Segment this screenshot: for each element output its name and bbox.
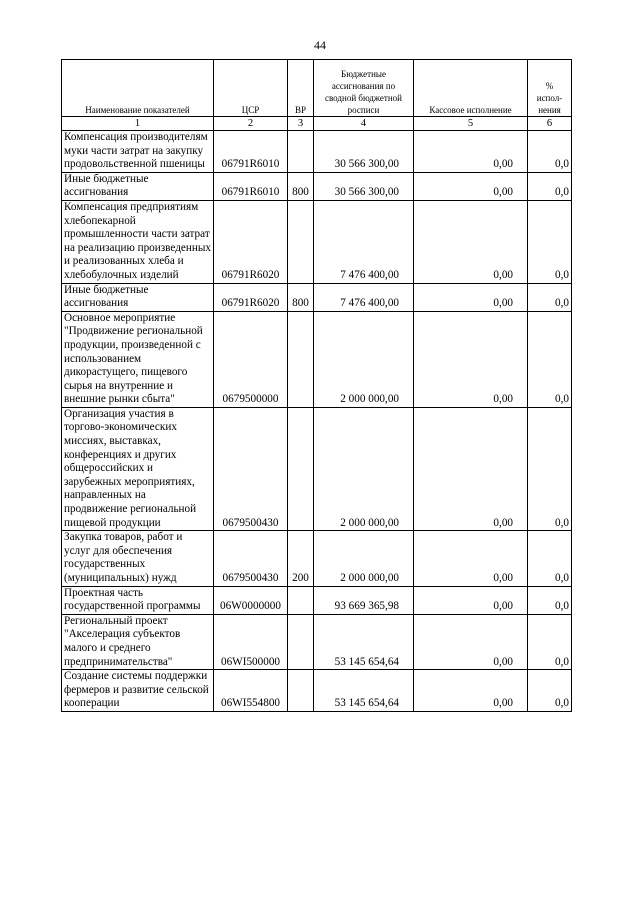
header-cash: Кассовое исполнение	[414, 60, 528, 117]
column-number: 1	[62, 117, 214, 131]
row-budget: 2 000 000,00	[314, 531, 414, 586]
row-vr	[288, 200, 314, 283]
row-percent: 0,0	[528, 172, 572, 200]
row-cash: 0,00	[414, 407, 528, 530]
row-csr: 06791R6010	[214, 131, 288, 173]
row-name: Проектная часть государственной программы	[62, 586, 214, 614]
row-percent: 0,0	[528, 200, 572, 283]
row-csr: 06791R6020	[214, 200, 288, 283]
header-budget: Бюджетные ассигнования по сводной бюджетной росписи	[314, 60, 414, 117]
row-vr: 800	[288, 172, 314, 200]
row-percent: 0,0	[528, 670, 572, 712]
row-csr: 06791R6020	[214, 283, 288, 311]
table-row	[62, 311, 572, 407]
row-percent: 0,0	[528, 586, 572, 614]
table-row	[62, 670, 572, 712]
row-cash: 0,00	[414, 670, 528, 712]
row-budget: 53 145 654,64	[314, 670, 414, 712]
row-vr	[288, 586, 314, 614]
row-vr	[288, 407, 314, 530]
column-number: 4	[314, 117, 414, 131]
row-name: Региональный проект "Акселерация субъектов малого и среднего предпринимательства"	[62, 614, 214, 669]
table-row	[62, 131, 572, 173]
row-budget: 30 566 300,00	[314, 131, 414, 173]
row-budget: 2 000 000,00	[314, 311, 414, 407]
row-csr: 0679500430	[214, 531, 288, 586]
row-name: Иные бюджетные ассигнования	[62, 283, 214, 311]
row-budget: 7 476 400,00	[314, 283, 414, 311]
row-cash: 0,00	[414, 586, 528, 614]
row-csr: 0679500430	[214, 407, 288, 530]
row-percent: 0,0	[528, 531, 572, 586]
row-vr	[288, 670, 314, 712]
row-name: Компенсация предприятиям хлебопекарной промышленности части затрат на реализацию произведенных и реализованных хлеба и хлебобулочных изделий	[62, 200, 214, 283]
table-row	[62, 172, 572, 200]
table-row	[62, 407, 572, 530]
column-number: 2	[214, 117, 288, 131]
column-number: 3	[288, 117, 314, 131]
header-csr: ЦСР	[214, 60, 288, 117]
row-budget: 93 669 365,98	[314, 586, 414, 614]
page-number: 44	[314, 38, 326, 52]
row-vr	[288, 614, 314, 669]
row-budget: 30 566 300,00	[314, 172, 414, 200]
header-vr: ВР	[288, 60, 314, 117]
row-budget: 7 476 400,00	[314, 200, 414, 283]
table-row	[62, 283, 572, 311]
row-cash: 0,00	[414, 283, 528, 311]
table-row	[62, 531, 572, 586]
row-cash: 0,00	[414, 531, 528, 586]
row-cash: 0,00	[414, 131, 528, 173]
table-row	[62, 200, 572, 283]
row-csr: 0679500000	[214, 311, 288, 407]
table-row	[62, 586, 572, 614]
column-number: 5	[414, 117, 528, 131]
row-csr: 06791R6010	[214, 172, 288, 200]
row-budget: 2 000 000,00	[314, 407, 414, 530]
row-percent: 0,0	[528, 407, 572, 530]
row-name: Компенсация производителям муки части затрат на закупку продовольственной пшеницы	[62, 131, 214, 173]
row-vr	[288, 311, 314, 407]
row-vr: 200	[288, 531, 314, 586]
row-name: Иные бюджетные ассигнования	[62, 172, 214, 200]
row-vr: 800	[288, 283, 314, 311]
row-csr: 06W0000000	[214, 586, 288, 614]
column-number-row	[62, 117, 572, 131]
row-csr: 06WI554800	[214, 670, 288, 712]
column-number: 6	[528, 117, 572, 131]
row-name: Основное мероприятие "Продвижение региональной продукции, произведенной с использованием дикорастущего, пищевого сырья на внутренние и внешние рынки сбыта"	[62, 311, 214, 407]
row-percent: 0,0	[528, 283, 572, 311]
header-percent: % испол-нения	[528, 60, 572, 117]
row-vr	[288, 131, 314, 173]
row-percent: 0,0	[528, 614, 572, 669]
table-row	[62, 614, 572, 669]
header-row	[62, 60, 572, 117]
row-csr: 06WI500000	[214, 614, 288, 669]
row-name: Создание системы поддержки фермеров и развитие сельской кооперации	[62, 670, 214, 712]
header-name: Наименование показателей	[62, 60, 214, 117]
row-cash: 0,00	[414, 614, 528, 669]
row-percent: 0,0	[528, 311, 572, 407]
row-percent: 0,0	[528, 131, 572, 173]
row-cash: 0,00	[414, 172, 528, 200]
row-name: Организация участия в торгово-экономических миссиях, выставках, конференциях и других общероссийских и зарубежных мероприятиях, направленных на продвижение региональной пищевой продукции	[62, 407, 214, 530]
row-cash: 0,00	[414, 311, 528, 407]
row-cash: 0,00	[414, 200, 528, 283]
row-budget: 53 145 654,64	[314, 614, 414, 669]
budget-execution-table	[61, 59, 572, 712]
row-name: Закупка товаров, работ и услуг для обеспечения государственных (муниципальных) нужд	[62, 531, 214, 586]
